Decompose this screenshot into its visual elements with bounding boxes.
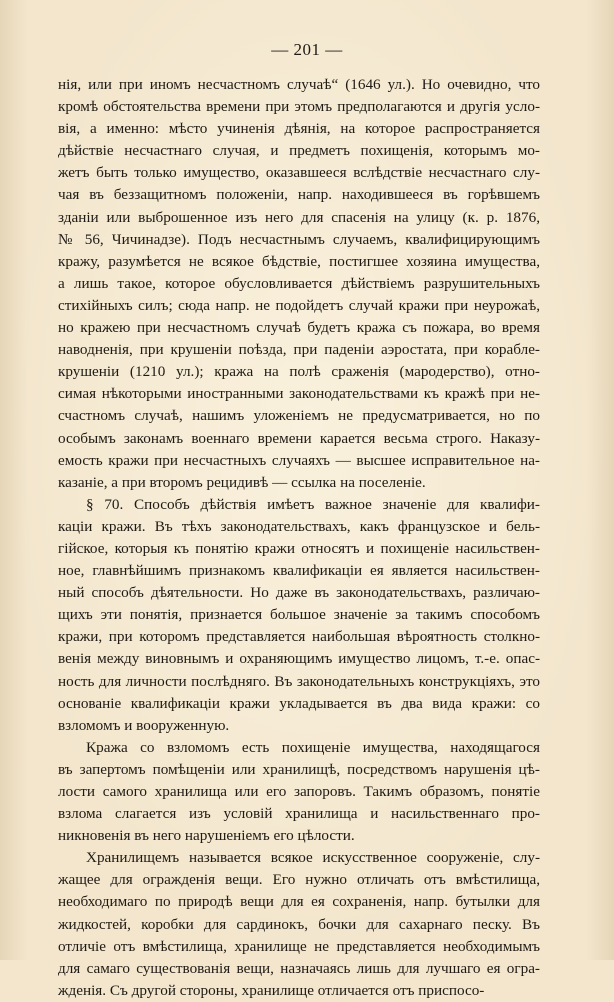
text-line: кражу, разумѣется не всякое бѣдствіе, постигшее хозяина имущества, — [58, 252, 540, 270]
text-line: взломомъ и вооруженную. — [58, 716, 230, 734]
text-line: жденія. Съ другой стороны, хранилище отличается отъ приспосо- — [58, 981, 485, 999]
text-line: жидкостей, коробки для сардинокъ, бочки для сахарнаго песку. Въ — [58, 915, 540, 933]
text-line: венія между виновнымъ и охраняющимъ имущество лицомъ, т.-е. опас- — [58, 650, 540, 668]
text-line: гійское, которыя къ понятію кражи относятъ и похищеніе насильствен- — [58, 539, 540, 557]
text-line: а лишь такое, которое обусловливается дѣйствіемъ разрушительныхъ — [58, 274, 540, 292]
text-line: ный способъ дѣятельности. Но даже въ законодательствахъ, различаю- — [58, 584, 540, 602]
text-line: взлома слагается изъ условій хранилища и насильственнаго про- — [58, 805, 540, 823]
paragraph — [58, 494, 540, 737]
text-line: но кражею при несчастномъ случаѣ будетъ кража съ пожара, во время — [58, 319, 540, 337]
text-line: ность для личности послѣдняго. Въ законодательныхъ конструкціяхъ, это — [58, 672, 540, 690]
text-line: кромѣ обстоятельства времени при этомъ предполагаются и другія усло- — [58, 98, 540, 116]
text-line: необходимаго по природѣ вещи для ея сохраненія, напр. бутылки для — [58, 893, 540, 911]
paragraph — [58, 847, 540, 1002]
paragraph — [58, 737, 540, 847]
text-line: отличіе отъ вмѣстилища, хранилище не представляется необходимымъ — [58, 937, 540, 955]
text-line: дѣйствіе несчастнаго случая, и предметъ похищенія, которымъ мо- — [58, 142, 540, 160]
text-line: казаніе, а при второмъ рецидивѣ — ссылка на поселеніе. — [58, 473, 426, 491]
text-line: никновенія въ него нарушеніемъ его цѣлости. — [58, 827, 355, 845]
text-line: вія, а именно: мѣсто учиненія дѣянія, на которое распространяется — [58, 120, 540, 138]
text-line: наводненія, при крушеніи поѣзда, при паденіи аэростата, при корабле- — [58, 341, 540, 359]
text-line: щихъ эти понятія, признается большое значеніе за такимъ способомъ — [58, 606, 540, 624]
page-number: — 201 — — [271, 40, 343, 59]
text-line: лости самого хранилища или его запоровъ. Такимъ образомъ, понятіе — [58, 783, 540, 800]
text-line: жетъ быть только имущество, оказавшееся вслѣдствіе несчастнаго слу- — [58, 164, 540, 182]
text-line: емость кражи при несчастныхъ случаяхъ — высшее исправительное на- — [58, 451, 540, 469]
text-line: для самаго существованія вещи, назначаясь лишь для лучшаго ея огра- — [58, 959, 540, 977]
text-line: каціи кражи. Въ тѣхъ законодательствахъ, какъ французское и бель- — [58, 517, 540, 535]
text-line: особымъ законамъ военнаго времени карается весьма строго. Наказу- — [58, 429, 540, 447]
text-line: стихійныхъ силъ; сюда напр. не подойдетъ случай кражи при неурожаѣ, — [58, 296, 540, 314]
text-line: симая нѣкоторыми иностранными законодательствами къ кражѣ при не- — [58, 385, 540, 403]
text-line: кражи, при которомъ представляется наибольшая вѣроятность столкно- — [58, 628, 540, 646]
text-line: зданіи или выброшенное изъ него для спасенія на улицу (к. р. 1876, — [58, 208, 540, 226]
text-line: Кража со взломомъ есть похищеніе имущества, находящагося — [86, 738, 540, 756]
text-line: Хранилищемъ называется всякое искусственное сооруженіе, слу- — [86, 849, 540, 867]
body-text — [58, 74, 540, 1002]
text-line: § 70. Способъ дѣйствія имѣетъ важное значеніе для квалифи- — [86, 495, 540, 513]
text-line: ное, главнѣйшимъ признакомъ квалификаціи ея является насильствен- — [58, 562, 540, 580]
text-line: чая въ беззащитномъ положеніи, напр. находившееся въ горѣвшемъ — [58, 186, 540, 204]
text-line: жащее для огражденія вещи. Его нужно отличать отъ вмѣстилища, — [58, 871, 540, 889]
text-line: въ запертомъ помѣщеніи или хранилищѣ, посредствомъ нарушенія цѣ- — [58, 760, 540, 778]
text-line: нія, или при иномъ несчастномъ случаѣ“ (1646 ул.). Но очевидно, что — [58, 76, 540, 93]
text-line: счастномъ случаѣ, нашимъ уложеніемъ не предусматривается, но по — [58, 407, 540, 425]
paragraph — [58, 74, 540, 494]
text-line: № 56, Чичинадзе). Подъ несчастнымъ случаемъ, квалифицирующимъ — [58, 230, 540, 248]
text-line: крушеніи (1210 ул.); кража на полѣ сраженія (мародерство), отно- — [58, 363, 540, 381]
text-line: основаніе квалификаціи кражи укладывается въ два вида кражи: со — [58, 694, 540, 712]
